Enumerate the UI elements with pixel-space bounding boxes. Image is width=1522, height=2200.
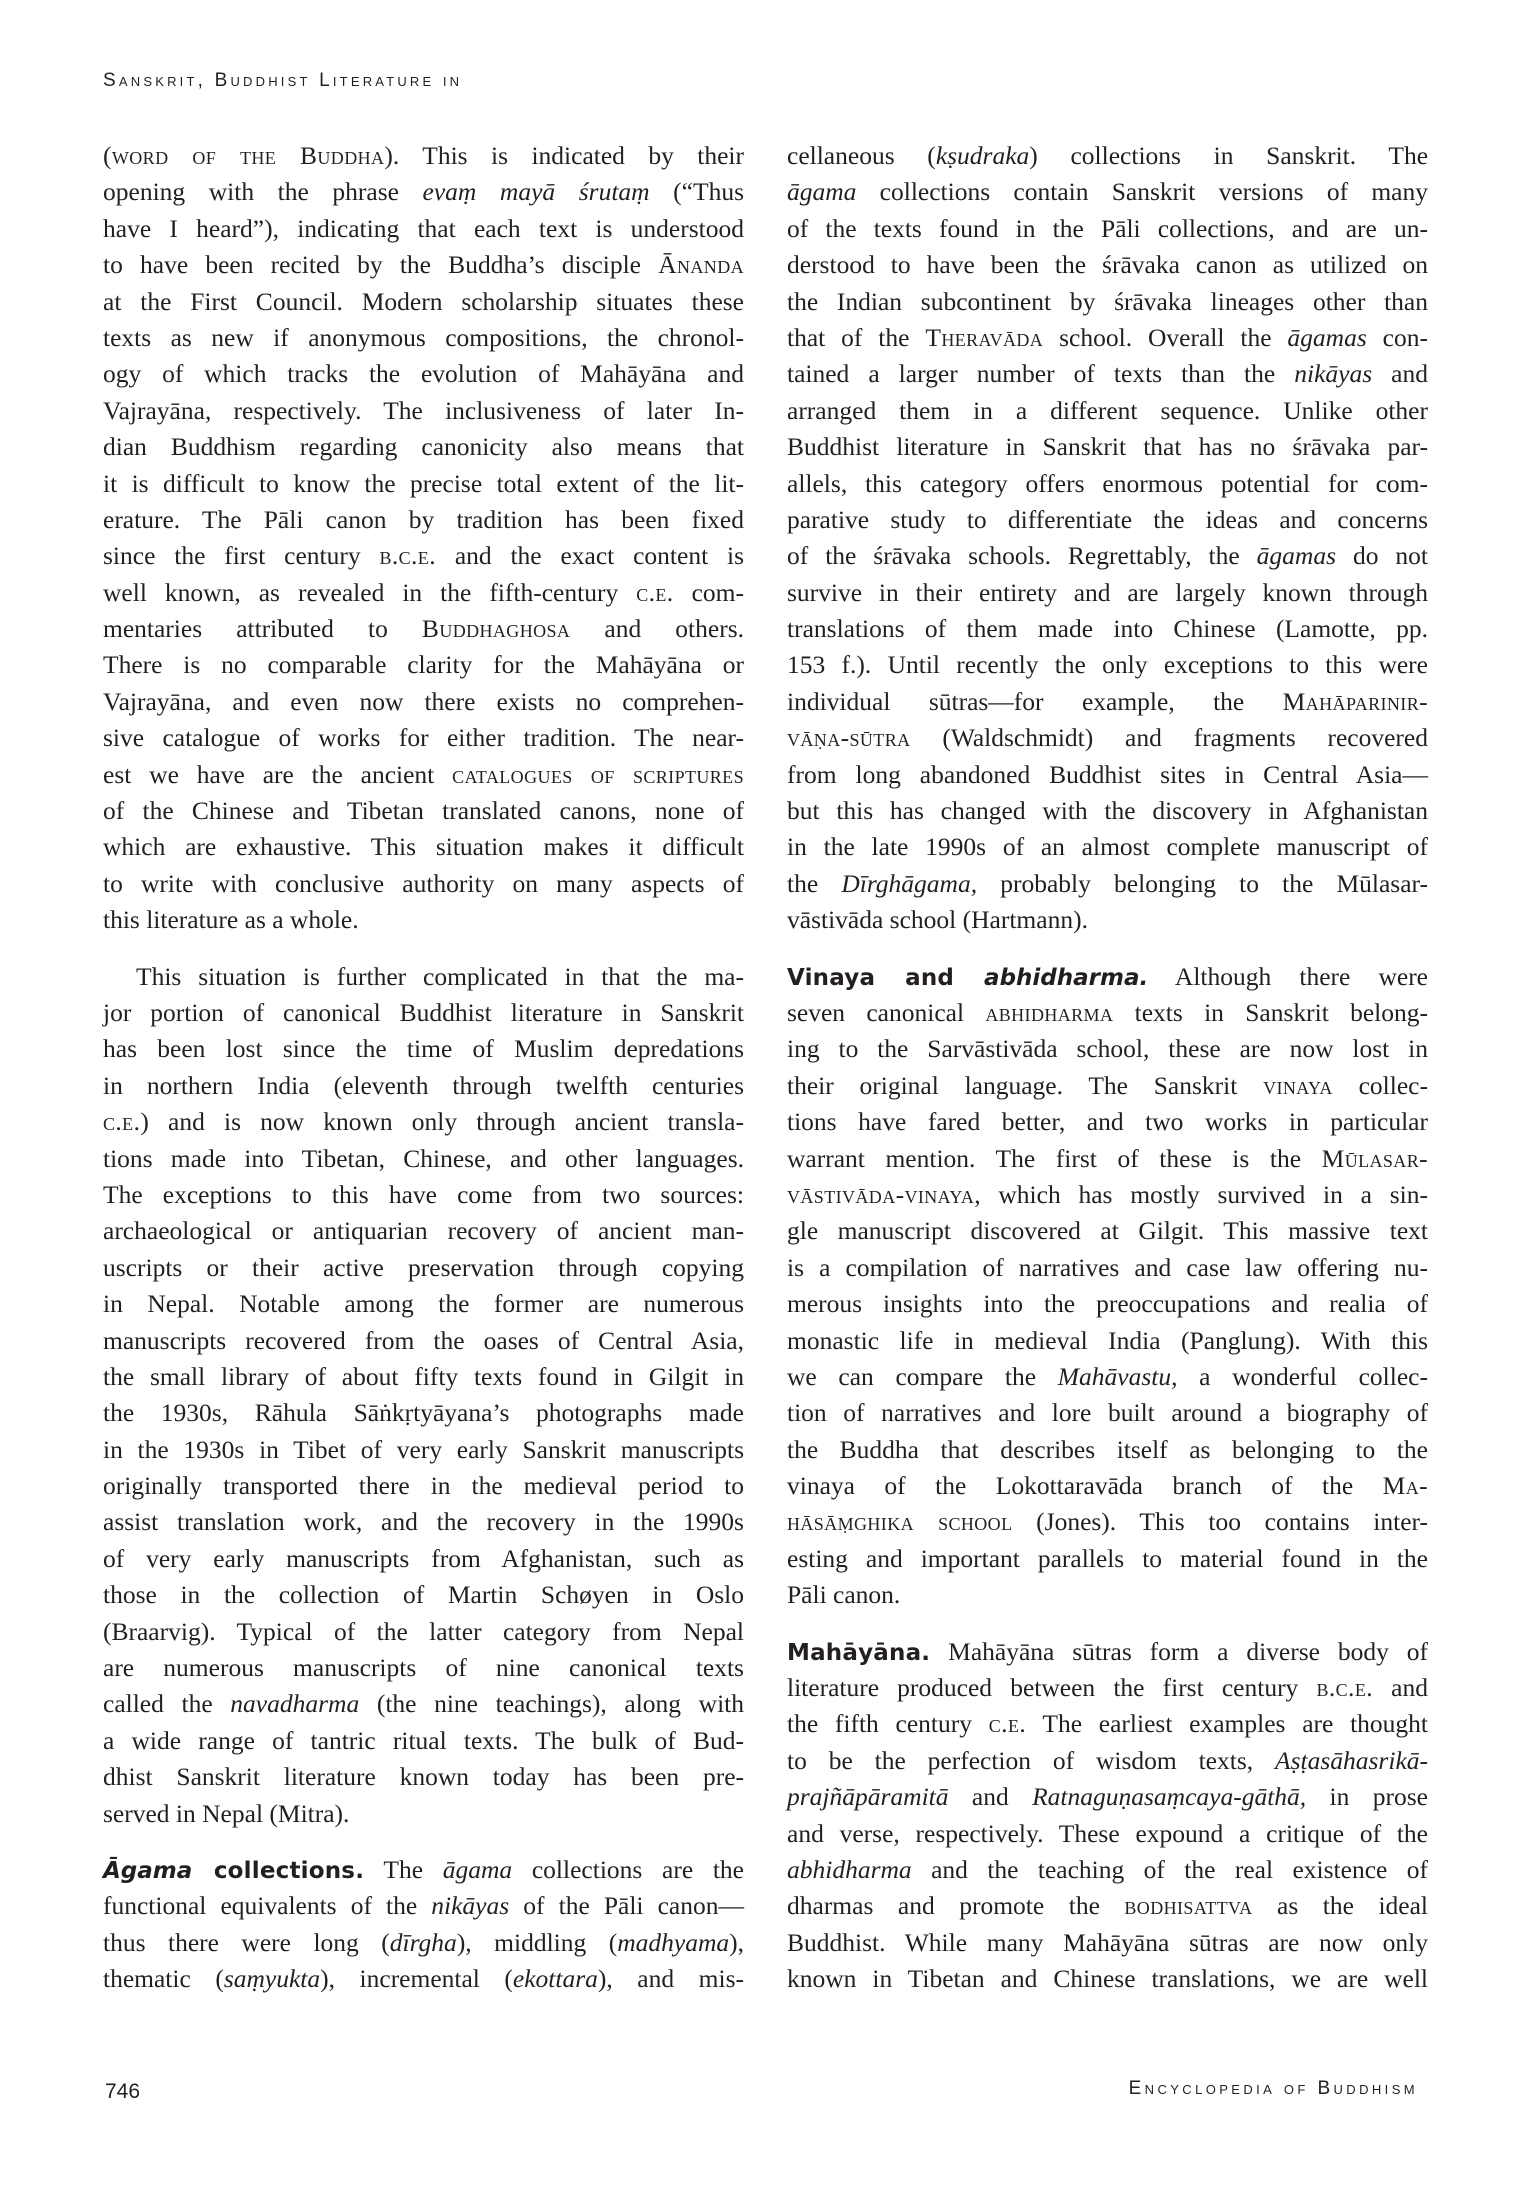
text-line	[103, 174, 744, 210]
text-line	[787, 466, 1428, 502]
text-line	[103, 1250, 744, 1286]
text-run: and	[948, 1782, 1033, 1812]
text-line	[787, 1743, 1428, 1779]
cross-reference: Mahāparinir-	[1282, 686, 1428, 716]
text-line	[787, 538, 1428, 574]
text-run: , which has mostly survived in a sin-	[974, 1179, 1428, 1209]
text-run: has been lost since the time of Muslim depredations	[103, 1034, 744, 1064]
text-run: do not	[1336, 541, 1428, 571]
italic-term: nikāyas	[431, 1891, 510, 1921]
text-line	[103, 466, 744, 502]
italic-term: āgama	[442, 1854, 513, 1884]
section-heading: collections.	[192, 1857, 365, 1884]
text-run: tained a larger number of texts than the	[787, 359, 1295, 389]
text-line	[787, 1816, 1428, 1852]
text-run: those in the collection of Martin Schøyen in Oslo	[103, 1580, 744, 1610]
text-run: tion of narratives and lore built around a biography of	[787, 1398, 1428, 1428]
text-run: called the	[103, 1689, 231, 1719]
text-run: this literature as a whole.	[103, 905, 359, 935]
text-run: (“Thus	[649, 177, 744, 207]
italic-term: abhidharma	[787, 1854, 912, 1884]
text-run: assist translation work, and the recovery in the 1990s	[103, 1507, 744, 1537]
text-run: in Nepal. Notable among the former are numerous	[103, 1289, 744, 1319]
text-run: are numerous manuscripts of nine canonical texts	[103, 1653, 744, 1683]
text-line	[787, 138, 1428, 174]
text-run: school. Overall the	[1043, 322, 1288, 352]
text-run: Buddhist. While many Mahāyāna sūtras are now only	[787, 1927, 1428, 1957]
text-run: monastic life in medieval India (Panglung). With this	[787, 1325, 1428, 1355]
text-line	[787, 393, 1428, 429]
text-run: (Jones). This too contains inter-	[1012, 1507, 1428, 1537]
section-heading: abhidharma.	[984, 964, 1149, 991]
text-line	[103, 1723, 744, 1759]
text-line	[787, 1634, 1428, 1670]
text-line	[103, 902, 744, 938]
text-line	[787, 1577, 1428, 1613]
text-line	[103, 1686, 744, 1722]
text-line	[103, 575, 744, 611]
text-run: of very early manuscripts from Afghanistan, such as	[103, 1543, 744, 1573]
text-line	[787, 1925, 1428, 1961]
text-line	[787, 575, 1428, 611]
cross-reference: c.e.	[988, 1709, 1027, 1739]
text-run: Vajrayāna, and even now there exists no comprehen-	[103, 686, 744, 716]
text-line	[787, 647, 1428, 683]
text-run: of the Pāli canon—	[509, 1891, 744, 1921]
text-line	[103, 1888, 744, 1924]
text-run: the 1930s, Rāhula Sāṅkṛtyāyana’s photographs made	[103, 1398, 744, 1428]
text-line	[787, 1779, 1428, 1815]
text-line	[787, 429, 1428, 465]
cross-reference: vinaya	[1263, 1070, 1333, 1100]
text-run: but this has changed with the discovery in Afghanistan	[787, 796, 1428, 826]
text-run: individual sūtras—for example, the	[787, 686, 1283, 716]
text-line	[103, 1031, 744, 1067]
body-paragraph	[103, 138, 744, 939]
text-line	[103, 1796, 744, 1832]
text-run: erature. The Pāli canon by tradition has been fixed	[103, 504, 744, 534]
section-heading: Vinaya and	[787, 964, 985, 991]
text-run: in northern India (eleventh through twelfth centuries	[103, 1070, 744, 1100]
text-line	[103, 429, 744, 465]
text-run: it is difficult to know the precise total extent of the lit-	[103, 468, 744, 498]
text-line	[787, 1888, 1428, 1924]
text-run: the Buddha that describes itself as belonging to the	[787, 1434, 1428, 1464]
text-line	[103, 1961, 744, 1997]
text-line	[103, 1504, 744, 1540]
text-line	[103, 1650, 744, 1686]
text-line	[787, 684, 1428, 720]
text-run: and verse, respectively. These expound a critique of the	[787, 1818, 1428, 1848]
text-line	[103, 866, 744, 902]
italic-term: dīrgha	[389, 1927, 457, 1957]
text-line	[787, 211, 1428, 247]
text-run: (Waldschmidt) and fragments recovered	[910, 723, 1428, 753]
text-run: allels, this category offers enormous potential for com-	[787, 468, 1428, 498]
page-number: 746	[105, 2080, 141, 2103]
text-run: ). This is indicated by their	[384, 141, 745, 170]
text-line	[787, 174, 1428, 210]
cross-reference: Mūlasar-	[1321, 1143, 1428, 1173]
italic-term: Dīrghāgama,	[841, 868, 978, 898]
text-run: thus there were long (	[103, 1927, 390, 1957]
text-run: Mahāyāna sūtras form a diverse body of	[930, 1636, 1428, 1666]
text-run: have I heard”), indicating that each text is understood	[103, 213, 744, 243]
text-line	[787, 1395, 1428, 1431]
text-run: archaeological or antiquarian recovery of ancient man-	[103, 1216, 744, 1246]
text-line	[787, 356, 1428, 392]
text-line	[787, 757, 1428, 793]
running-head: Sanskrit, Buddhist Literature in	[103, 70, 463, 91]
text-line	[103, 1359, 744, 1395]
text-run: uscripts or their active preservation through copying	[103, 1252, 744, 1282]
cross-reference: vāstivāda-vinaya	[787, 1179, 975, 1209]
text-line	[103, 720, 744, 756]
text-run: manuscripts recovered from the oases of Central Asia,	[103, 1325, 744, 1355]
text-line	[103, 1141, 744, 1177]
text-line	[103, 1286, 744, 1322]
text-run: translations of them made into Chinese (Lamotte, pp.	[787, 614, 1428, 644]
cross-reference: Theravāda	[925, 322, 1044, 352]
cross-reference: hāsāṃghika school	[787, 1507, 1013, 1537]
text-run: There is no comparable clarity for the Mahāyāna or	[103, 650, 744, 680]
text-line	[103, 1213, 744, 1249]
paragraph-gap	[787, 1614, 1428, 1634]
text-run: in the late 1990s of an almost complete manuscript of	[787, 832, 1428, 862]
text-run: seven canonical	[787, 997, 986, 1027]
cross-reference: Ma-	[1382, 1471, 1428, 1501]
text-run: The earliest examples are thought	[1026, 1709, 1428, 1739]
text-line	[787, 866, 1428, 902]
cross-reference: c.e.	[103, 1107, 141, 1137]
text-run: cellaneous (	[787, 141, 936, 170]
text-run: arranged them in a different sequence. Unlike other	[787, 395, 1428, 425]
text-run: we can compare the	[787, 1361, 1058, 1391]
text-line	[787, 793, 1428, 829]
text-line	[787, 829, 1428, 865]
cross-reference: Ānanda	[658, 250, 744, 280]
text-line	[103, 1068, 744, 1104]
text-run: texts in Sanskrit belong-	[1113, 997, 1428, 1027]
text-line	[103, 757, 744, 793]
right-column	[787, 138, 1428, 1998]
text-run: a wonderful collec-	[1177, 1361, 1428, 1391]
text-line	[103, 284, 744, 320]
section-paragraph	[787, 1634, 1428, 1998]
text-run: ), middling (	[456, 1927, 618, 1957]
text-run: (Braarvig). Typical of the latter category from Nepal	[103, 1616, 744, 1646]
text-run: ogy of which tracks the evolution of Mahāyāna and	[103, 359, 744, 389]
text-run: parative study to differentiate the ideas and concerns	[787, 504, 1428, 534]
text-run: thematic (	[103, 1964, 224, 1994]
text-line	[103, 829, 744, 865]
text-line	[787, 611, 1428, 647]
text-run: originally transported there in the medieval period to	[103, 1471, 744, 1501]
text-run: (the nine teachings), along with	[359, 1689, 745, 1719]
text-run: collections contain Sanskrit versions of many	[856, 177, 1428, 207]
text-line	[103, 1759, 744, 1795]
publication-title: Encyclopedia of Buddhism	[1128, 2078, 1418, 2099]
left-column	[103, 138, 744, 1998]
text-line	[103, 793, 744, 829]
text-run: vinaya of the Lokottaravāda branch of the	[787, 1471, 1383, 1501]
text-line	[103, 647, 744, 683]
italic-term: āgamas	[1256, 541, 1336, 571]
text-run: dharmas and promote the	[787, 1891, 1125, 1921]
text-run: dian Buddhism regarding canonicity also means that	[103, 432, 744, 462]
text-line	[103, 611, 744, 647]
text-line	[787, 1670, 1428, 1706]
text-line	[787, 1213, 1428, 1249]
text-run: to write with conclusive authority on many aspects of	[103, 868, 744, 898]
text-run: warrant mention. The first of these is the	[787, 1143, 1322, 1173]
text-line	[787, 1031, 1428, 1067]
text-line	[787, 1250, 1428, 1286]
text-line	[787, 720, 1428, 756]
cross-reference: catalogues of scriptures	[452, 759, 744, 789]
text-run: and	[1373, 1673, 1428, 1703]
text-line	[787, 959, 1428, 995]
text-line	[787, 502, 1428, 538]
text-run: jor portion of canonical Buddhist literature in Sanskrit	[103, 997, 744, 1027]
text-run: tions made into Tibetan, Chinese, and other languages.	[103, 1143, 744, 1173]
text-run: the Indian subcontinent by śrāvaka lineages other than	[787, 286, 1428, 316]
text-line	[787, 1706, 1428, 1742]
paragraph-gap	[787, 939, 1428, 959]
text-line	[103, 393, 744, 429]
text-run: ), incremental (	[320, 1964, 513, 1994]
text-line	[787, 1177, 1428, 1213]
text-line	[787, 1323, 1428, 1359]
text-run: to be the perfection of wisdom texts,	[787, 1745, 1275, 1775]
text-line	[787, 1852, 1428, 1888]
text-line	[103, 247, 744, 283]
text-run: sive catalogue of works for either tradition. The near-	[103, 723, 744, 753]
italic-term: Ratnaguṇasaṃcaya-gāthā,	[1032, 1782, 1307, 1812]
text-run: which are exhaustive. This situation makes it difficult	[103, 832, 744, 862]
text-line	[103, 320, 744, 356]
text-line	[103, 1468, 744, 1504]
cross-reference: b.c.e.	[1316, 1673, 1374, 1703]
text-run: and the teaching of the real existence of	[911, 1854, 1428, 1884]
text-run: ) collections in Sanskrit. The	[1029, 141, 1429, 170]
text-run: com-	[673, 577, 744, 607]
cross-reference: b.c.e.	[379, 541, 436, 571]
text-run: to have been recited by the Buddha’s disciple	[103, 250, 659, 280]
text-run: vāstivāda school (Hartmann).	[787, 905, 1088, 935]
text-line	[103, 138, 744, 174]
cross-reference: vāṇa-sūtra	[787, 723, 911, 753]
text-run: and	[1372, 359, 1428, 389]
section-paragraph	[103, 1852, 744, 1998]
cross-reference: abhidharma	[985, 997, 1114, 1027]
paragraph-gap	[103, 939, 744, 959]
text-line	[103, 211, 744, 247]
italic-term: Mahāvastu,	[1057, 1361, 1178, 1391]
text-run: gle manuscript discovered at Gilgit. This massive text	[787, 1216, 1428, 1246]
text-run: functional equivalents of the	[103, 1891, 432, 1921]
italic-term: saṃyukta	[223, 1964, 321, 1994]
text-run: 153 f.). Until recently the only exceptions to this were	[787, 650, 1428, 680]
text-line	[787, 995, 1428, 1031]
text-line	[787, 1961, 1428, 1997]
text-run: Although there were	[1148, 961, 1428, 991]
italic-term: evaṃ mayā śrutaṃ	[422, 177, 650, 207]
text-line	[103, 538, 744, 574]
text-run: a wide range of tantric ritual texts. The bulk of Bud-	[103, 1725, 744, 1755]
text-line	[787, 1468, 1428, 1504]
text-run: their original language. The Sanskrit	[787, 1070, 1264, 1100]
text-run: collec-	[1332, 1070, 1428, 1100]
text-line	[103, 1614, 744, 1650]
text-run: esting and important parallels to material found in the	[787, 1543, 1428, 1573]
cross-reference: Buddhaghosa	[421, 614, 571, 644]
text-run: ) and is now known only through ancient transla-	[140, 1107, 744, 1137]
text-line	[103, 1104, 744, 1140]
text-run: Buddhist literature in Sanskrit that has no śrāvaka par-	[787, 432, 1428, 462]
text-run: est we have are the ancient	[103, 759, 453, 789]
cross-reference: (word of the	[103, 141, 300, 170]
italic-term: ekottara	[512, 1964, 598, 1994]
section-heading: Mahāyāna.	[787, 1639, 931, 1666]
text-line	[787, 1504, 1428, 1540]
text-line	[103, 356, 744, 392]
text-line	[103, 1541, 744, 1577]
text-run: derstood to have been the śrāvaka canon as utilized on	[787, 250, 1428, 280]
text-run: The exceptions to this have come from two sources:	[103, 1179, 744, 1209]
text-line	[787, 1104, 1428, 1140]
text-run: merous insights into the preoccupations and realia of	[787, 1289, 1428, 1319]
text-line	[103, 1177, 744, 1213]
text-line	[787, 1359, 1428, 1395]
italic-term: kṣudraka	[935, 141, 1030, 170]
text-line	[787, 247, 1428, 283]
cross-reference: Buddha	[300, 141, 385, 170]
text-run: from long abandoned Buddhist sites in Central Asia—	[787, 759, 1428, 789]
text-line	[787, 1286, 1428, 1322]
italic-term: āgamas	[1287, 322, 1367, 352]
text-line	[787, 902, 1428, 938]
text-line	[787, 320, 1428, 356]
text-run: Vajrayāna, respectively. The inclusiveness of later In-	[103, 395, 744, 425]
text-run: in the 1930s in Tibet of very early Sanskrit manuscripts	[103, 1434, 744, 1464]
text-run: collections are the	[512, 1854, 745, 1884]
text-run: as the ideal	[1252, 1891, 1428, 1921]
body-paragraph	[103, 959, 744, 1832]
italic-term: navadharma	[230, 1689, 360, 1719]
italic-term: Aṣṭasāhasrikā-	[1275, 1745, 1428, 1775]
text-run: probably belonging to the Mūlasar-	[977, 868, 1428, 898]
paragraph-gap	[103, 1832, 744, 1852]
text-line	[787, 1432, 1428, 1468]
text-line	[103, 1577, 744, 1613]
cross-reference: c.e.	[636, 577, 674, 607]
text-run: of the texts found in the Pāli collections, and are un-	[787, 213, 1428, 243]
text-run: The	[364, 1854, 443, 1884]
text-run: Pāli canon.	[787, 1580, 901, 1610]
text-run: since the first century	[103, 541, 380, 571]
text-line	[787, 1068, 1428, 1104]
text-run: well known, as revealed in the fifth-century	[103, 577, 637, 607]
italic-term: madhyama	[617, 1927, 730, 1957]
text-run: This situation is further complicated in that the ma-	[136, 961, 744, 991]
text-run: at the First Council. Modern scholarship situates these	[103, 286, 744, 316]
text-line	[103, 1432, 744, 1468]
text-run: the small library of about fifty texts found in Gilgit in	[103, 1361, 744, 1391]
text-run: the fifth century	[787, 1709, 989, 1739]
text-run: mentaries attributed to	[103, 614, 422, 644]
text-line	[103, 1925, 744, 1961]
section-paragraph	[787, 959, 1428, 1614]
text-run: and the exact content is	[435, 541, 744, 571]
text-line	[103, 1395, 744, 1431]
text-line	[103, 502, 744, 538]
text-run: ), and mis-	[597, 1964, 744, 1994]
text-line	[103, 995, 744, 1031]
text-run: known in Tibetan and Chinese translations, we are well	[787, 1964, 1428, 1994]
text-run: is a compilation of narratives and case law offering nu-	[787, 1252, 1428, 1282]
text-run: of the śrāvaka schools. Regrettably, the	[787, 541, 1257, 571]
text-run: survive in their entirety and are largely known through	[787, 577, 1428, 607]
text-run: and others.	[570, 614, 744, 644]
text-run: dhist Sanskrit literature known today has been pre-	[103, 1762, 744, 1792]
text-run: the	[787, 868, 842, 898]
text-run: literature produced between the first century	[787, 1673, 1317, 1703]
body-paragraph	[787, 138, 1428, 939]
text-run: ing to the Sarvāstivāda school, these are now lost in	[787, 1034, 1428, 1064]
text-line	[103, 684, 744, 720]
italic-term: prajñāpāramitā	[787, 1782, 949, 1812]
text-run: tions have fared better, and two works in particular	[787, 1107, 1428, 1137]
text-line	[787, 284, 1428, 320]
cross-reference: bodhisattva	[1124, 1891, 1253, 1921]
text-run: served in Nepal (Mitra).	[103, 1798, 350, 1828]
text-run: con-	[1366, 322, 1428, 352]
text-run: that of the	[787, 322, 926, 352]
text-run: ),	[729, 1927, 744, 1957]
section-heading: Āgama	[103, 1857, 193, 1884]
text-run: in prose	[1306, 1782, 1428, 1812]
text-run: texts as new if anonymous compositions, the chronol-	[103, 322, 744, 352]
text-run: of the Chinese and Tibetan translated canons, none of	[103, 796, 744, 826]
text-run: opening with the phrase	[103, 177, 423, 207]
text-line	[103, 1323, 744, 1359]
italic-term: āgama	[787, 177, 857, 207]
italic-term: nikāyas	[1294, 359, 1373, 389]
text-line	[103, 959, 744, 995]
text-line	[787, 1541, 1428, 1577]
text-line	[787, 1141, 1428, 1177]
text-line	[103, 1852, 744, 1888]
